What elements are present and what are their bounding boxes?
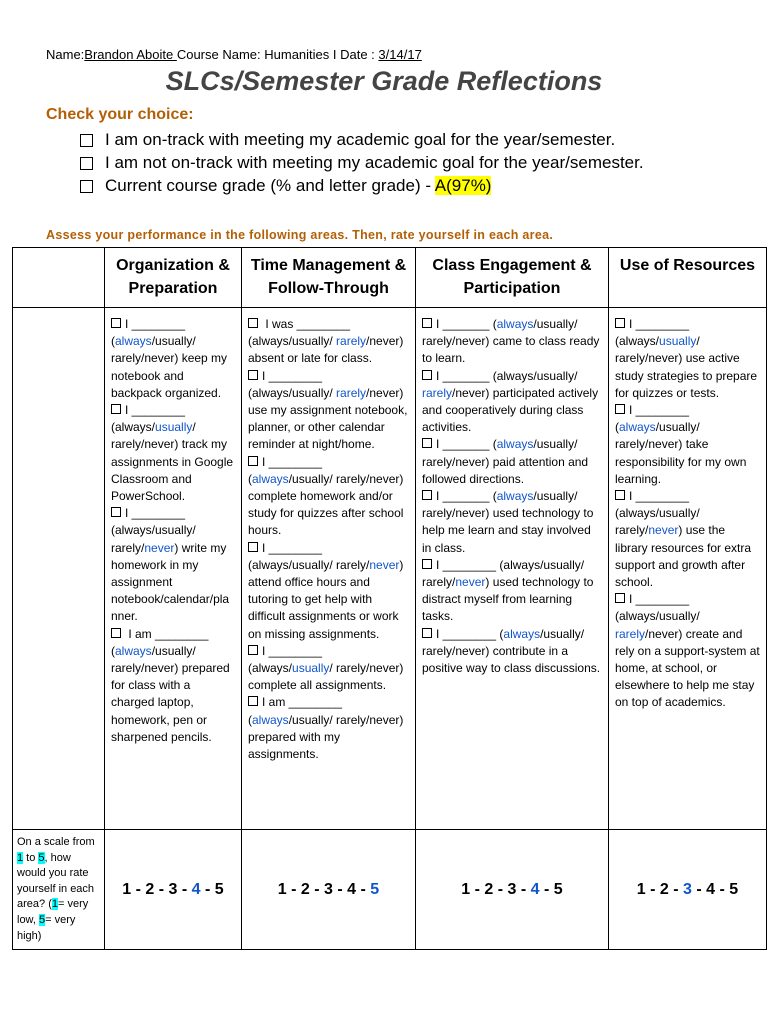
rating-time-management[interactable] bbox=[242, 830, 416, 950]
course-name: Humanities I bbox=[264, 47, 337, 62]
checkbox-icon[interactable] bbox=[111, 404, 121, 414]
rating-number[interactable]: 4 bbox=[706, 880, 716, 898]
statement-item: I am ________ (always/usually/ rarely/never) prepared for class with a charged laptop, homework, pen or sharpened pencils. bbox=[111, 626, 230, 744]
column-header: Class Engagement & Participation bbox=[416, 248, 609, 308]
rating-number[interactable]: 5 bbox=[214, 880, 224, 898]
choice-label: I am on-track with meeting my academic goal for the year/semester. bbox=[105, 130, 616, 149]
rating-number[interactable]: 1 bbox=[277, 880, 287, 898]
statement-item: I am ________ (always/usually/ rarely/never) prepared with my assignments. bbox=[248, 695, 404, 762]
checkbox-icon[interactable] bbox=[422, 628, 432, 638]
column-header: Organization & Preparation bbox=[105, 248, 242, 308]
statement-item: I ________ (always/usually/ rarely/never) use active study strategies to prepare for quizzes or tests. bbox=[615, 317, 758, 400]
organization-statements bbox=[105, 308, 242, 830]
column-header: Time Management & Follow-Through bbox=[242, 248, 416, 308]
choice-label: Current course grade (% and letter grade) - bbox=[105, 176, 435, 195]
rating-separator: - bbox=[645, 880, 660, 898]
checkbox-icon[interactable] bbox=[615, 490, 625, 500]
checkbox-icon[interactable] bbox=[111, 628, 121, 638]
rating-number[interactable]: 2 bbox=[659, 880, 669, 898]
statement-item: I ________ (always/usually/ rarely/never) used technology to distract myself from learning tasks. bbox=[422, 557, 594, 624]
statement-item: I ________ (always/usually/ rarely/never) complete homework and/or study for quizzes after school hours. bbox=[248, 454, 404, 538]
check-heading: Check your choice: bbox=[46, 106, 194, 123]
statement-item: I ________ (always/usually/ rarely/never) track my assignments in Google Classroom and PowerSchool. bbox=[111, 403, 234, 504]
checkbox-icon[interactable] bbox=[422, 559, 432, 569]
statement-item: I ________ (always/usually/ rarely/never) contribute in a positive way to class discussions. bbox=[422, 626, 601, 676]
student-name: Brandon Aboite bbox=[84, 47, 177, 62]
checkbox-icon[interactable] bbox=[248, 456, 258, 466]
rating-number[interactable]: 4 bbox=[530, 880, 540, 898]
rating-separator: - bbox=[154, 880, 169, 898]
course-label: Course Name: bbox=[176, 47, 265, 62]
class-engagement-statements bbox=[416, 308, 609, 830]
corner-cell bbox=[13, 248, 105, 308]
rating-number[interactable]: 4 bbox=[347, 880, 357, 898]
statement-item: I ________ (always/usually/ rarely/never) take responsibility for my own learning. bbox=[615, 403, 747, 486]
date-label: Date : bbox=[336, 47, 379, 62]
statement-item: I ________ (always/usually/ rarely/never) write my homework in my assignment notebook/calendar/pla nner. bbox=[111, 506, 230, 624]
choice-not-on-track[interactable] bbox=[80, 151, 730, 174]
scale-instruction: On a scale from 1 to 5, how would you rate yourself in each area? (1= very low, 5= very high) bbox=[13, 830, 105, 950]
time-management-statements bbox=[242, 308, 416, 830]
rating-separator: - bbox=[200, 880, 215, 898]
checkbox-icon[interactable] bbox=[80, 180, 93, 193]
rating-separator: - bbox=[668, 880, 684, 898]
statements-row bbox=[13, 308, 767, 830]
checkbox-icon[interactable] bbox=[248, 370, 258, 380]
choice-list bbox=[80, 128, 730, 197]
date-value: 3/14/17 bbox=[378, 47, 422, 62]
statement-item: I _______ (always/usually/ rarely/never) came to class ready to learn. bbox=[422, 317, 600, 366]
rating-number[interactable]: 1 bbox=[636, 880, 646, 898]
statement-item: I ________ (always/usually/ rarely/never) use my assignment notebook, planner, or other calendar reminder at night/home. bbox=[248, 368, 408, 452]
reflection-table bbox=[12, 247, 767, 950]
rating-resources[interactable] bbox=[609, 830, 767, 950]
rating-number[interactable]: 2 bbox=[484, 880, 494, 898]
rating-number[interactable]: 3 bbox=[683, 880, 692, 898]
rating-number[interactable]: 2 bbox=[145, 880, 155, 898]
statement-item: I _______ (always/usually/ rarely/never) used technology to help me learn and stay involved in class. bbox=[422, 489, 594, 555]
name-label: Name: bbox=[46, 47, 85, 62]
header-row bbox=[13, 248, 767, 308]
rating-separator: - bbox=[177, 880, 192, 898]
rating-separator: - bbox=[356, 880, 371, 898]
statement-item: I _______ (always/usually/ rarely/never) participated actively and cooperatively during class activities. bbox=[422, 368, 599, 435]
rating-separator: - bbox=[539, 880, 554, 898]
rating-number[interactable]: 5 bbox=[370, 880, 380, 898]
checkbox-icon[interactable] bbox=[80, 134, 93, 147]
rating-number[interactable]: 5 bbox=[729, 880, 739, 898]
assess-instruction: Assess your performance in the following areas. Then, rate yourself in each area. bbox=[46, 228, 554, 242]
rating-number[interactable]: 3 bbox=[168, 880, 178, 898]
checkbox-icon[interactable] bbox=[422, 438, 432, 448]
checkbox-icon[interactable] bbox=[80, 157, 93, 170]
rating-number[interactable]: 5 bbox=[553, 880, 563, 898]
empty-cell bbox=[13, 308, 105, 830]
statement-item: I ________ (always/usually/ rarely/never) complete all assignments. bbox=[248, 643, 404, 693]
checkbox-icon[interactable] bbox=[111, 318, 121, 328]
checkbox-icon[interactable] bbox=[111, 507, 121, 517]
rating-number[interactable]: 4 bbox=[191, 880, 201, 898]
checkbox-icon[interactable] bbox=[248, 645, 258, 655]
rating-separator: - bbox=[309, 880, 325, 898]
rating-separator: - bbox=[516, 880, 531, 898]
choice-label: I am not on-track with meeting my academic goal for the year/semester. bbox=[105, 153, 644, 172]
rating-number[interactable]: 3 bbox=[324, 880, 333, 898]
rating-separator: - bbox=[691, 880, 707, 898]
checkbox-icon[interactable] bbox=[615, 593, 625, 603]
grade-value: A(97%) bbox=[434, 176, 492, 195]
statement-item: I _______ (always/usually/ rarely/never) paid attention and followed directions. bbox=[422, 437, 589, 486]
rating-separator: - bbox=[131, 880, 146, 898]
rating-number[interactable]: 2 bbox=[300, 880, 310, 898]
checkbox-icon[interactable] bbox=[615, 318, 625, 328]
rating-separator: - bbox=[470, 880, 485, 898]
rating-class-engagement[interactable] bbox=[416, 830, 609, 950]
rating-number[interactable]: 1 bbox=[461, 880, 471, 898]
checkbox-icon[interactable] bbox=[248, 542, 258, 552]
checkbox-icon[interactable] bbox=[422, 370, 432, 380]
checkbox-icon[interactable] bbox=[248, 318, 258, 328]
page-title: SLCs/Semester Grade Reflections bbox=[165, 66, 603, 96]
rating-organization[interactable] bbox=[105, 830, 242, 950]
column-header: Use of Resources bbox=[609, 248, 767, 308]
statement-item: I ________ (always/usually/ rarely/never) keep my notebook and backpack organized. bbox=[111, 317, 228, 400]
rating-separator: - bbox=[332, 880, 348, 898]
statement-item: I ________ (always/usually/ rarely/never) create and rely on a support-system at home, at school, or elsewhere to help me stay on top of academics. bbox=[615, 592, 760, 710]
statement-item: I ________ (always/usually/ rarely/never) attend office hours and tutoring to get help with difficult assignments or work on missing assignments. bbox=[248, 540, 404, 641]
choice-current-grade[interactable] bbox=[80, 174, 730, 197]
choice-on-track[interactable] bbox=[80, 128, 730, 151]
checkbox-icon[interactable] bbox=[422, 490, 432, 500]
rating-separator: - bbox=[493, 880, 508, 898]
student-info-line bbox=[46, 47, 422, 62]
checkbox-icon[interactable] bbox=[615, 404, 625, 414]
rating-separator: - bbox=[715, 880, 730, 898]
resources-statements bbox=[609, 308, 767, 830]
rating-number[interactable]: 1 bbox=[122, 880, 132, 898]
rating-separator: - bbox=[286, 880, 301, 898]
statement-item: I was ________ (always/usually/ rarely/never) absent or late for class. bbox=[248, 317, 404, 366]
rating-row bbox=[13, 830, 767, 950]
checkbox-icon[interactable] bbox=[422, 318, 432, 328]
statement-item: I ________ (always/usually/ rarely/never) use the library resources for extra support and growth after school. bbox=[615, 489, 752, 590]
rating-number[interactable]: 3 bbox=[507, 880, 517, 898]
checkbox-icon[interactable] bbox=[248, 696, 258, 706]
